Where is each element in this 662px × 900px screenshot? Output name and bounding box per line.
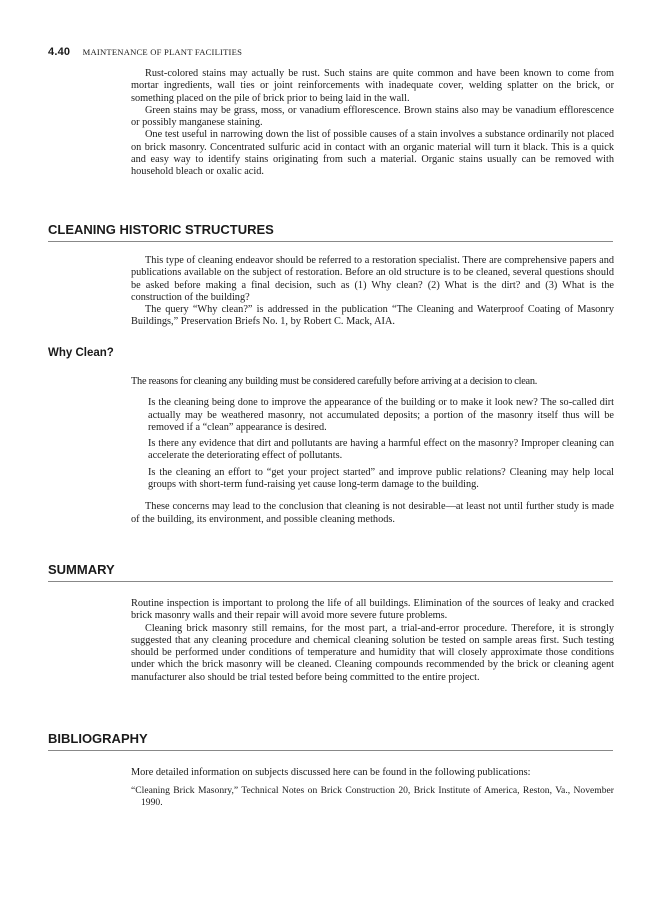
historic-paragraph-2: The query “Why clean?” is addressed in the publication “The Cleaning and Waterproof Coating of Masonry Buildings,” Preservation Briefs No. 1, by Robert C. Mack, AIA. — [131, 304, 614, 328]
question-list — [131, 397, 614, 491]
summary-block — [131, 598, 614, 684]
list-item: Is the cleaning an effort to “get your project started” and improve public relations? Cleaning may help local groups with short-term fund-raising yet cause long-term damage to the building. — [148, 466, 614, 491]
section-heading-bibliography: BIBLIOGRAPHY — [48, 731, 613, 751]
bibliography-block — [131, 767, 614, 808]
section-heading-historic: CLEANING HISTORIC STRUCTURES — [48, 222, 613, 242]
subheading-why-clean: Why Clean? — [48, 347, 114, 359]
historic-paragraph-1: This type of cleaning endeavor should be referred to a restoration specialist. There are comprehensive papers and publications available on the subject of restoration. Before an old structure is to be cleaned, several questions should be asked before making a final decision, such as (1) Why clean? (2) What is the dirt? and (3) What is the construction of the building? — [131, 255, 614, 303]
list-item: Is the cleaning being done to improve the appearance of the building or to make it look new? The so-called dirt actually may be weathered masonry, not accumulated deposits; a portion of the masonry itself thus will be removed if a “clean” appearance is desired. — [148, 397, 614, 433]
list-item: Is there any evidence that dirt and pollutants are having a harmful effect on the masonry? Improper cleaning can accelerate the deteriorating effect of pollutants. — [148, 438, 614, 462]
bibliography-entry: “Cleaning Brick Masonry,” Technical Notes on Brick Construction 20, Brick Institute of America, Reston, Va., November 1990. — [131, 785, 614, 808]
intro-block — [131, 68, 614, 179]
historic-block — [131, 255, 614, 329]
summary-paragraph-1: Routine inspection is important to prolong the life of all buildings. Elimination of the sources of leaky and cracked brick masonry walls and their repair will avoid more severe future problems. — [131, 598, 614, 622]
intro-paragraph-2: Green stains may be grass, moss, or vanadium efflorescence. Brown stains also may be vanadium efflorescence or possibly manganese staining. — [131, 104, 614, 129]
why-clean-block — [131, 376, 614, 526]
running-title: MAINTENANCE OF PLANT FACILITIES — [82, 47, 243, 57]
intro-paragraph-3: One test useful in narrowing down the list of possible causes of a stain involves a substance ordinarily not placed on brick masonry. Concentrated sulfuric acid in contact with an organic material will turn it black. This is a quick and easy way to identify stains originating from such a material. Organic stains usually can be removed with household bleach or oxalic acid. — [131, 129, 614, 178]
page-number: 4.40 — [48, 46, 71, 58]
section-heading-summary: SUMMARY — [48, 562, 613, 582]
intro-paragraph-1: Rust-colored stains may actually be rust. Such stains are quite common and have been known to come from mortar ingredients, wall ties or joint reinforcements with inadequate cover, welding splatter on the brick, or something placed on the pile of brick prior to being laid in the wall. — [131, 68, 614, 104]
why-clean-closing: These concerns may lead to the conclusion that cleaning is not desirable—at least not until further study is made of the building, its environment, and possible cleaning methods. — [131, 501, 614, 525]
summary-paragraph-2: Cleaning brick masonry still remains, for the most part, a trial-and-error procedure. Therefore, it is strongly suggested that any cleaning procedure and chemical cleaning solution be tested on sample areas first. Such testing should be performed under conditions of temperature and humidity that will closely approximate those conditions under which the brick masonry will be cleaned. Cleaning compounds recommended by the brick or cleaning agent manufacturer also should be trial tested before being committed to the entire project. — [131, 622, 614, 683]
why-clean-lead: The reasons for cleaning any building must be considered carefully before arriving at a decision to clean. — [131, 376, 538, 387]
running-header — [48, 46, 242, 58]
bibliography-lead: More detailed information on subjects discussed here can be found in the following publications: — [131, 767, 531, 778]
